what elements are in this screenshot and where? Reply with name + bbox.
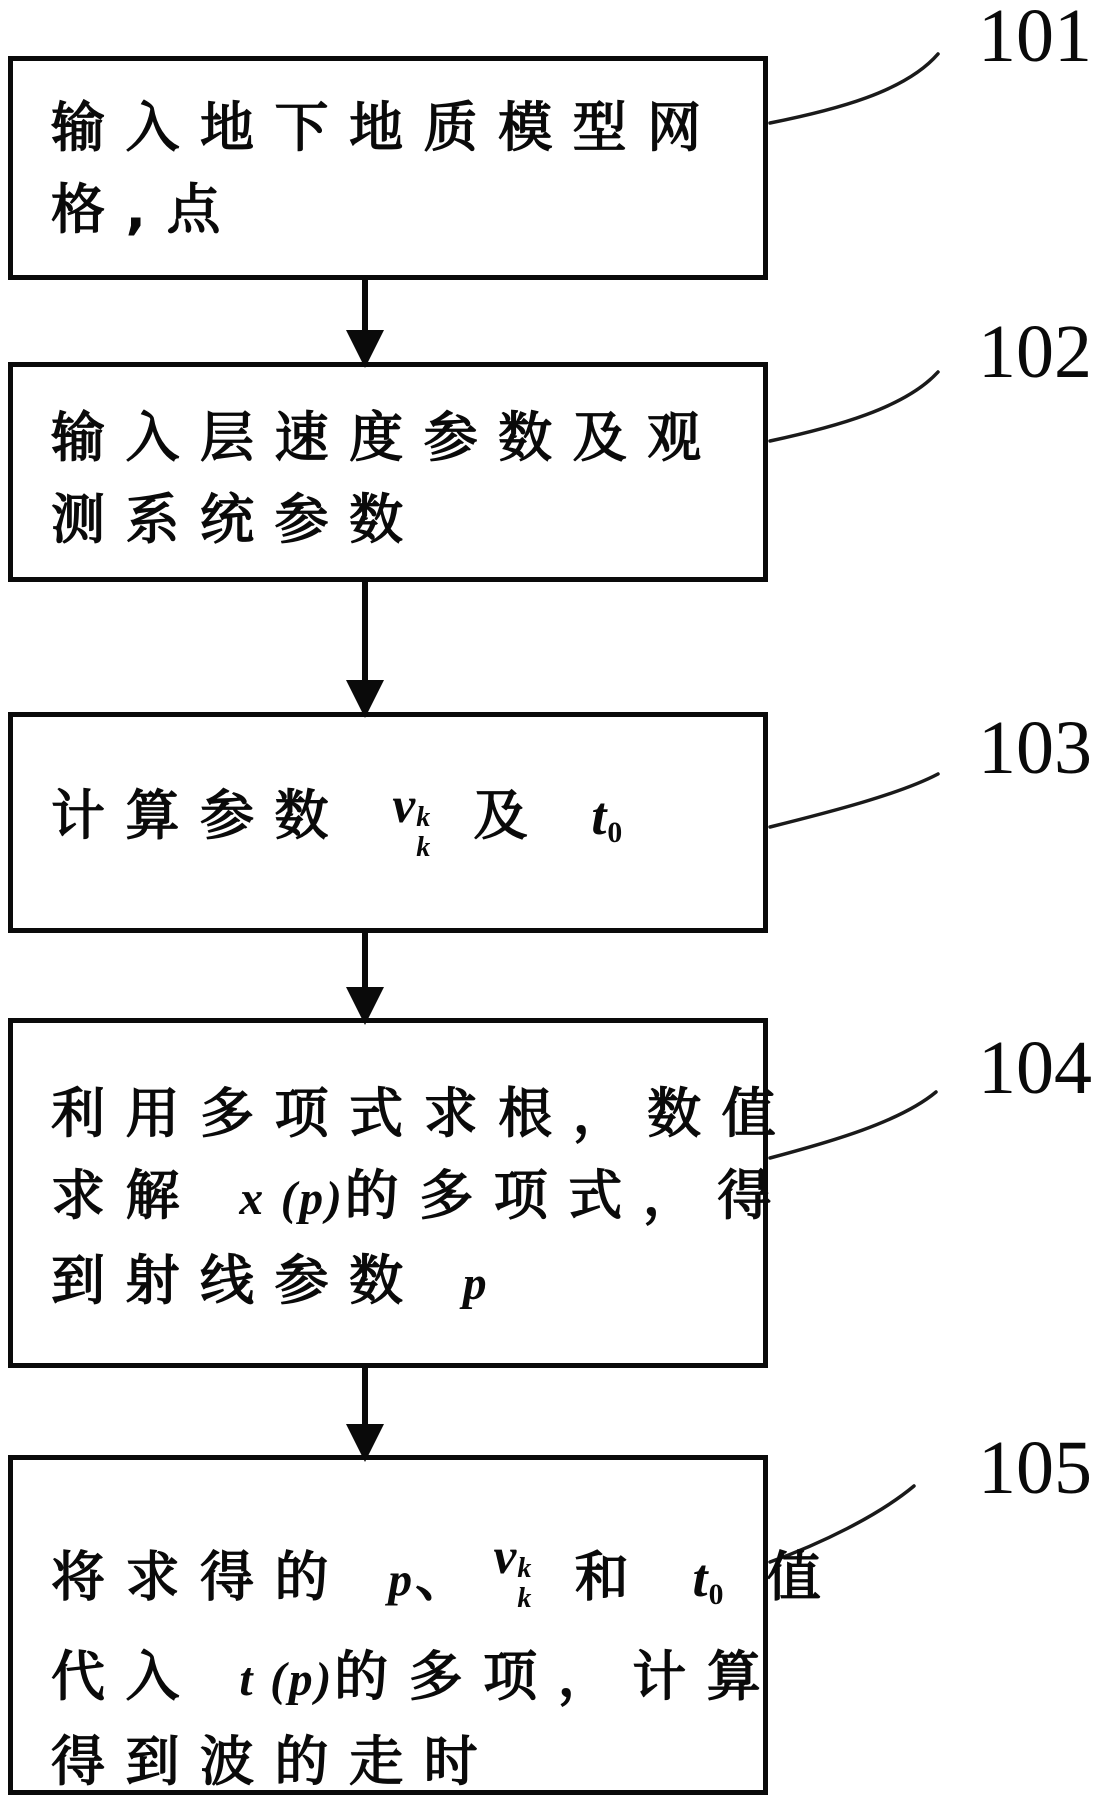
arrowhead-down-icon [346, 680, 384, 718]
leader-line-102 [770, 372, 938, 441]
ref-label-105: 105 [978, 1426, 1092, 1510]
step-box-102 [8, 362, 768, 582]
math-variable: p [462, 1258, 490, 1310]
step-text-line [51, 1636, 782, 1721]
arrowhead-down-icon [346, 1424, 384, 1462]
step-text-segment: 输入层速度参数及观 [51, 406, 722, 469]
step-text-segment: 将求得的 [51, 1545, 389, 1609]
step-text-segment: 的多项式，得 [344, 1164, 792, 1227]
arrowhead-down-icon [346, 330, 384, 368]
step-text-segment: 利用多项式求根，数值 [51, 1082, 797, 1145]
step-box-101 [8, 56, 768, 280]
v-sup-k-sub-k-symbol: v k k [493, 1528, 532, 1614]
step-text-102 [51, 397, 739, 561]
step-text-line [51, 397, 739, 479]
step-text-103 [51, 763, 745, 874]
step-box-105 [8, 1455, 842, 1795]
step-text-segment: 输入地下地质模型网 [51, 96, 722, 159]
step-text-segment: 求解 [51, 1164, 240, 1227]
t-sub-0-symbol: $t_0$ [692, 1547, 724, 1611]
step-text-105 [51, 1514, 842, 1803]
step-text-segment: 的多项，计算 [334, 1644, 782, 1708]
step-box-103 [8, 712, 768, 933]
math-variable: t (p) [239, 1653, 335, 1706]
step-text-line [51, 479, 739, 561]
step-text-segment: 格,点 [51, 178, 242, 241]
ref-label-102: 102 [978, 310, 1092, 394]
step-text-segment: 值 [727, 1545, 842, 1609]
step-text-104 [51, 1073, 797, 1325]
step-text-line [51, 1240, 739, 1325]
ref-label-103: 103 [978, 706, 1092, 790]
step-text-segment: 测系统参数 [51, 488, 424, 551]
t-sub-0-symbol: $t_0$ [591, 785, 623, 850]
step-text-line [51, 1721, 739, 1803]
arrowhead-down-icon [346, 987, 384, 1025]
math-variable: p [388, 1554, 416, 1607]
step-text-segment: 及 [434, 783, 588, 847]
step-text-segment: 和 [535, 1545, 689, 1609]
flow-arrow-2 [362, 582, 368, 682]
v-sup-k-sub-k-symbol: v k k [392, 777, 431, 863]
step-text-line [51, 763, 745, 874]
ref-label-104: 104 [978, 1026, 1092, 1110]
step-text-segment: 到射线参数 [51, 1249, 463, 1312]
flow-arrow-1 [362, 280, 368, 332]
ref-label-101: 101 [978, 0, 1092, 78]
step-text-line [51, 87, 739, 169]
step-text-segment: 计算参数 [51, 783, 389, 847]
step-text-segment: 代入 [51, 1644, 240, 1708]
flow-arrow-3 [362, 933, 368, 989]
step-text-101 [51, 87, 739, 251]
flow-arrow-4 [362, 1368, 368, 1426]
leader-line-101 [770, 54, 938, 123]
step-text-segment: 得到波的走时 [51, 1729, 499, 1793]
leader-line-103 [770, 774, 938, 827]
step-text-line [51, 1514, 842, 1636]
step-box-104 [8, 1018, 797, 1368]
step-text-line [51, 169, 739, 251]
step-text-segment: 、 [415, 1545, 490, 1609]
step-text-line [51, 1073, 797, 1155]
step-text-line [51, 1155, 792, 1240]
math-variable: x (p) [239, 1173, 345, 1225]
